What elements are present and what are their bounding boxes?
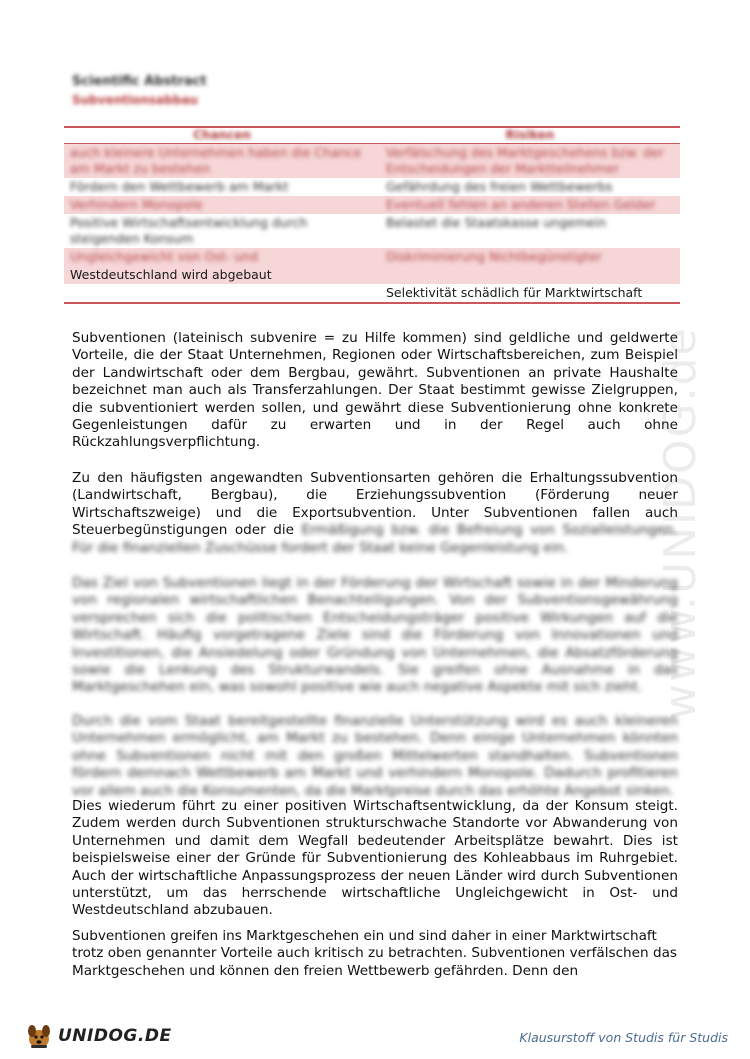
paragraph-goals-blurred: Das Ziel von Subventionen liegt in der Förderung der Wirtschaft sowie in der Minderung von regionalen wirtschaftlichen Benachteiligungen. Von der Subventionsgewährung versprechen sich die politischen Entscheidungsträger positive Wirkungen auf die Wirtschaft. Häufig vorgetragene Ziele sind die Förderung von Innovationen und Investitionen, die Ansiedelung oder Gründung von Unternehmen, die Absatzförderung sowie die Lenkung des Strukturwandels. Sie greifen ohne Ausnahme in das Marktgeschehen ein, was sowohl positive wie auch negative Aspekte mit sich zieht. — [72, 575, 678, 696]
dog-logo-icon — [24, 1022, 54, 1050]
header-chancen: Chancen — [64, 127, 380, 143]
table-row — [64, 214, 680, 248]
chance-cell: Verhindern Monopole — [70, 196, 203, 212]
chance-cell: auch kleinere Unternehmen haben die Chance am Markt zu bestehen — [70, 144, 362, 176]
footer-tagline: Klausurstoff von Studis für Studis — [519, 1030, 728, 1045]
document-header — [72, 74, 682, 107]
table-row — [64, 284, 680, 303]
risk-cell: Diskriminierung Nichtbegünstigter — [386, 248, 602, 264]
document-title: Scientific Abstract — [72, 74, 207, 89]
paragraph-definition: Subventionen (lateinisch subvenire = zu Hilfe kommen) sind geldliche und geldwerte Vorteile, die der Staat Unternehmen, Regionen oder Wirtschaftsbereichen, zum Beispiel der Landwirtschaft oder dem Bergbau, gewährt. Subventionen an private Haushalte bezeichnet man auch als Transferzahlungen. Der Staat bestimmt gewisse Zielgruppen, die subventioniert werden sollen, und gewährt diese Subventionierung ohne konkrete Gegenleistungen dafür zu erwarten und in der Regel auch ohne Rückzahlungsverpflichtung. — [72, 330, 678, 451]
paragraph-types-visible: Zu den häufigsten angewandten Subventionsarten gehören die Erhaltungssubvention (Landwirtschaft, Bergbau), die Erziehungssubvention (Förderung neuer Wirtschaftszweige) und die Exportsubvention. Unter Subventionen fallen auch Steuerbegünstigungen oder die — [72, 470, 678, 539]
chances-risks-table — [64, 126, 680, 304]
chance-cell: Ungleichgewicht von Ost- und — [70, 248, 258, 264]
chance-cell: Fördern den Wettbewerb am Markt — [70, 178, 289, 194]
chance-cell: Westdeutschland wird abgebaut — [70, 266, 272, 282]
risk-cell: Belastet die Staatskasse ungemein — [386, 214, 607, 230]
table-header-row — [64, 127, 680, 143]
risk-cell: Gefährdung des freien Wettbewerbs — [386, 178, 613, 194]
paragraph-criticism: Subventionen greifen ins Marktgeschehen ein und sind daher in einer Marktwirtschaft trotz oben genannter Vorteile auch kritisch zu betrachten. Subventionen verfälschen das Marktgeschehen und können den freien Wettbewerb gefährden. Denn den — [72, 928, 678, 979]
paragraph-types — [72, 470, 678, 557]
risk-cell: Eventuell fehlen an anderen Stellen Gelder — [386, 196, 656, 212]
chance-cell: Positive Wirtschaftsentwicklung durch steigenden Konsum — [70, 214, 308, 246]
risk-cell: Selektivität schädlich für Marktwirtschaft — [386, 284, 643, 300]
logo-text: UNIDOG.DE — [58, 1026, 172, 1046]
table-row — [64, 266, 680, 284]
table-row — [64, 178, 680, 196]
table-row — [64, 248, 680, 266]
table-row — [64, 143, 680, 178]
watermark: www.UNIDOG.de — [655, 326, 706, 720]
risk-cell: Verfälschung des Marktgeschehens bzw. der Entscheidungen der Marktteilnehmer — [386, 144, 664, 176]
footer-logo[interactable] — [24, 1020, 172, 1052]
paragraph-types-blurred: Ermäßigung bzw. die Befreiung von Sozialleistungen. Für die finanziellen Zuschüsse fordert der Staat keine Gegenleistung ein. — [72, 522, 678, 556]
paragraph-support-blurred: Durch die vom Staat bereitgestellte finanzielle Unterstützung wird es auch kleineren Unternehmen ermöglicht, am Markt zu bestehen. Denn einige Unternehmen könnten ohne Subventionen nicht mit den großen Mittelwerten standhalten. Subventionen fördern demnach Wettbewerb am Markt und verhindern Monopole. Dadurch profitieren vor allem auch die Konsumenten, da die Marktpreise durch das erhöhte Angebot sinken. — [72, 713, 678, 799]
document-subtitle: Subventionsabbau — [72, 93, 198, 107]
table-row — [64, 196, 680, 214]
header-risiken: Risiken — [380, 127, 680, 143]
paragraph-economic-development: Dies wiederum führt zu einer positiven Wirtschaftsentwicklung, da der Konsum steigt. Zudem werden durch Subventionen strukturschwache Standorte vor Abwanderung von Unternehmen und damit dem Wegfall bedeutender Arbeitsplätze bewahrt. Dies ist beispielsweise einer der Gründe für Subventionierung des Kohleabbaus im Ruhrgebiet. Auch der wirtschaftliche Anpassungsprozess der neuen Länder wird durch Subventionen unterstützt, um das herrschende wirtschaftliche Ungleichgewicht in Ost- und Westdeutschland abzubauen. — [72, 798, 678, 919]
